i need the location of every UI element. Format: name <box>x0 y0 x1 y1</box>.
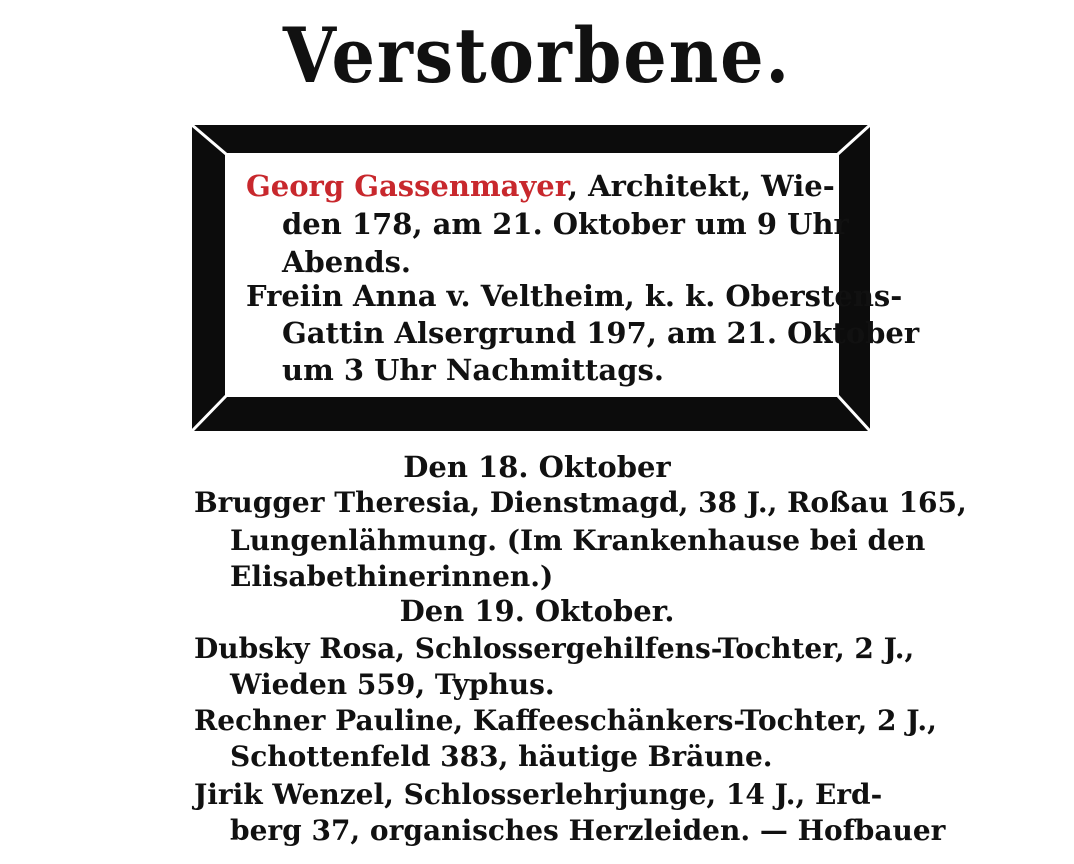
page-title: Verstorbene. <box>282 11 792 100</box>
date-heading-oct-18: Den 18. Oktober <box>403 450 671 484</box>
entry-brugger-line-2: Lungenlähmung. (Im Krankenhause bei den <box>230 524 926 557</box>
notice-gassenmayer-line-1: Georg Gassenmayer, Architekt, Wie- <box>246 169 835 203</box>
entry-brugger-line-3: Elisabethinerinnen.) <box>230 560 554 593</box>
entry-jirik-line-2: berg 37, organisches Herzleiden. — Hofbauer <box>230 814 946 847</box>
entry-rechner-line-2: Schottenfeld 383, häutige Bräune. <box>230 740 773 773</box>
notice-veltheim-line-1: Freiin Anna v. Veltheim, k. k. Oberstens- <box>246 279 903 313</box>
notice-gassenmayer-line-3: Abends. <box>282 245 412 279</box>
entry-rechner-line-1: Rechner Pauline, Kaffeeschänkers-Tochter, 2 J., <box>194 704 937 737</box>
notice-gassenmayer-name: Georg Gassenmayer <box>246 169 568 203</box>
entry-dubsky-line-1: Dubsky Rosa, Schlossergehilfens-Tochter, 2 J., <box>194 632 915 665</box>
date-heading-oct-19: Den 19. Oktober. <box>399 594 675 628</box>
entry-dubsky-line-2: Wieden 559, Typhus. <box>230 668 555 701</box>
notice-veltheim-line-3: um 3 Uhr Nachmittags. <box>282 353 664 387</box>
entry-brugger-line-1: Brugger Theresia, Dienstmagd, 38 J., Roßau 165, <box>194 486 967 519</box>
entry-jirik-line-1: Jirik Wenzel, Schlosserlehrjunge, 14 J., Erd- <box>194 778 883 811</box>
notice-veltheim-line-2: Gattin Alsergrund 197, am 21. Oktober <box>282 316 920 350</box>
notice-gassenmayer-line-2: den 178, am 21. Oktober um 9 Uhr <box>282 207 849 241</box>
